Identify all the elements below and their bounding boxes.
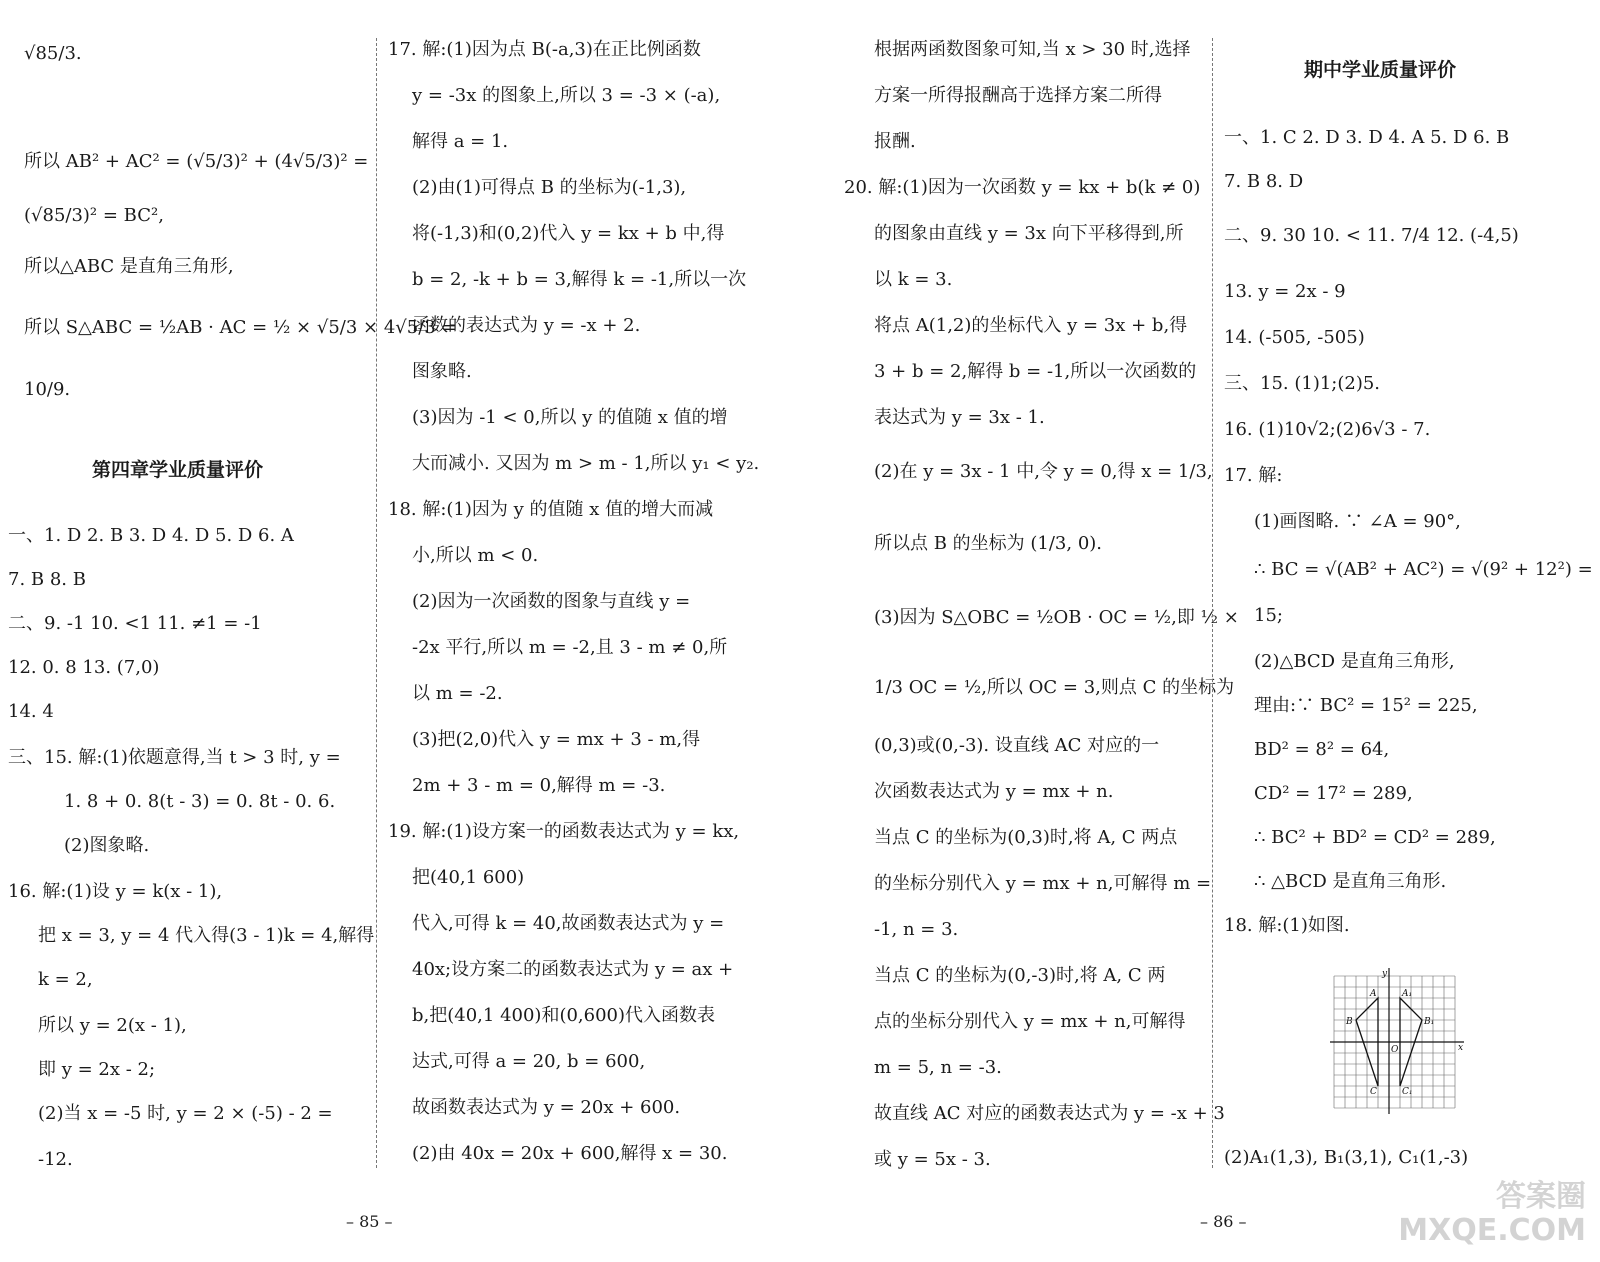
- text-line: CD² = 17² = 289,: [1254, 783, 1413, 804]
- text-line: -1, n = 3.: [874, 919, 959, 940]
- text-line: 图象略.: [412, 361, 472, 382]
- text-line: 点的坐标分别代入 y = mx + n,可解得: [874, 1011, 1186, 1032]
- text-line: 二、9. 30 10. < 11. 7/4 12. (-4,5): [1224, 225, 1519, 246]
- text-line: 所以点 B 的坐标为 (1/3, 0).: [874, 533, 1103, 554]
- watermark-title: 答案圈: [1496, 1179, 1586, 1214]
- text-line: 3 + b = 2,解得 b = -1,所以一次函数的: [874, 361, 1197, 382]
- text-line: 2m + 3 - m = 0,解得 m = -3.: [412, 775, 666, 796]
- text-line: y = -3x 的图象上,所以 3 = -3 × (-a),: [412, 85, 721, 106]
- text-line: 将(-1,3)和(0,2)代入 y = kx + b 中,得: [412, 223, 725, 244]
- text-line: m = 5, n = -3.: [874, 1057, 1002, 1078]
- text-line: 13. y = 2x - 9: [1224, 281, 1346, 302]
- text-line: 以 k = 3.: [874, 269, 953, 290]
- point-a1-label: A₁: [1402, 989, 1413, 999]
- text-line: 次函数表达式为 y = mx + n.: [874, 781, 1114, 802]
- text-line: 故函数表达式为 y = 20x + 600.: [412, 1097, 681, 1118]
- text-line: (2)A₁(1,3), B₁(3,1), C₁(1,-3): [1224, 1147, 1469, 1168]
- text-line: 达式,可得 a = 20, b = 600,: [412, 1051, 646, 1072]
- text-line: 理由:∵ BC² = 15² = 225,: [1254, 695, 1478, 716]
- section-heading: 第四章学业质量评价: [92, 459, 264, 481]
- text-line: (3)把(2,0)代入 y = mx + 3 - m,得: [412, 729, 701, 750]
- text-line: 16. (1)10√2;(2)6√3 - 7.: [1224, 419, 1431, 440]
- text-line: (0,3)或(0,-3). 设直线 AC 对应的一: [874, 735, 1160, 756]
- section-heading: 期中学业质量评价: [1304, 59, 1457, 81]
- text-line: 报酬.: [874, 131, 916, 152]
- text-line: 所以 AB² + AC² = (√5/3)² + (4√5/3)² =: [24, 151, 369, 172]
- text-line: (2)由(1)可得点 B 的坐标为(-1,3),: [412, 177, 687, 198]
- text-line: 函数的表达式为 y = -x + 2.: [412, 315, 641, 336]
- text-line: 17. 解:(1)因为点 B(-a,3)在正比例函数: [388, 39, 701, 60]
- watermark-url: MXQE.COM: [1398, 1213, 1586, 1248]
- text-line: 所以 S△ABC = ½AB · AC = ½ × √5/3 × 4√5/3 =: [24, 317, 457, 338]
- text-line: 一、1. D 2. B 3. D 4. D 5. D 6. A: [8, 525, 294, 546]
- text-line: k = 2,: [38, 969, 93, 990]
- text-line: b = 2, -k + b = 3,解得 k = -1,所以一次: [412, 269, 747, 290]
- text-line: 1/3 OC = ½,所以 OC = 3,则点 C 的坐标为: [874, 677, 1235, 698]
- text-line: -2x 平行,所以 m = -2,且 3 - m ≠ 0,所: [412, 637, 728, 658]
- text-line: 7. B 8. D: [1224, 171, 1304, 192]
- text-line: 当点 C 的坐标为(0,3)时,将 A, C 两点: [874, 827, 1178, 848]
- text-line: ∴ BC² + BD² = CD² = 289,: [1254, 827, 1496, 848]
- text-line: 所以△ABC 是直角三角形,: [24, 256, 234, 277]
- text-line: BD² = 8² = 64,: [1254, 739, 1390, 760]
- text-line: 12. 0. 8 13. (7,0): [8, 657, 160, 678]
- text-line: 把 x = 3, y = 4 代入得(3 - 1)k = 4,解得: [38, 925, 375, 946]
- text-line: 根据两函数图象可知,当 x > 30 时,选择: [874, 39, 1191, 60]
- text-line: 一、1. C 2. D 3. D 4. A 5. D 6. B: [1224, 127, 1510, 148]
- text-line: -12.: [38, 1149, 73, 1170]
- column-divider: [1212, 38, 1213, 1168]
- text-line: 以 m = -2.: [412, 683, 503, 704]
- page-number-left: – 85 –: [346, 1212, 393, 1231]
- text-line: 将点 A(1,2)的坐标代入 y = 3x + b,得: [874, 315, 1188, 336]
- text-line: 三、15. (1)1;(2)5.: [1224, 373, 1381, 394]
- text-line: 小,所以 m < 0.: [412, 545, 539, 566]
- text-line: 二、9. -1 10. <1 11. ≠1 = -1: [8, 613, 262, 634]
- text-line: 或 y = 5x - 3.: [874, 1149, 991, 1170]
- text-line: 18. 解:(1)如图.: [1224, 915, 1350, 936]
- column-divider: [376, 38, 377, 1168]
- text-line: 17. 解:: [1224, 465, 1283, 486]
- text-line: (2)因为一次函数的图象与直线 y =: [412, 591, 691, 612]
- text-line: 19. 解:(1)设方案一的函数表达式为 y = kx,: [388, 821, 740, 842]
- origin-label: O: [1391, 1045, 1399, 1055]
- text-line: b,把(40,1 400)和(0,600)代入函数表: [412, 1005, 716, 1026]
- text-line: 解得 a = 1.: [412, 131, 509, 152]
- text-line: 14. (-505, -505): [1224, 327, 1365, 348]
- point-c-label: C: [1370, 1087, 1377, 1097]
- text-line: 20. 解:(1)因为一次函数 y = kx + b(k ≠ 0): [844, 177, 1201, 198]
- text-line: 10/9.: [24, 379, 71, 400]
- text-line: 14. 4: [8, 701, 54, 722]
- text-line: 7. B 8. B: [8, 569, 86, 590]
- text-line: ∴ △BCD 是直角三角形.: [1254, 871, 1447, 892]
- text-line: 三、15. 解:(1)依题意得,当 t > 3 时, y =: [8, 747, 341, 768]
- text-line: (2)当 x = -5 时, y = 2 × (-5) - 2 =: [38, 1103, 333, 1124]
- text-line: 所以 y = 2(x - 1),: [38, 1015, 187, 1036]
- text-line: 18. 解:(1)因为 y 的值随 x 值的增大而减: [388, 499, 714, 520]
- text-line: 16. 解:(1)设 y = k(x - 1),: [8, 881, 223, 902]
- text-line: 1. 8 + 0. 8(t - 3) = 0. 8t - 0. 6.: [64, 791, 336, 812]
- text-line: (2)图象略.: [64, 835, 150, 856]
- text-line: 故直线 AC 对应的函数表达式为 y = -x + 3: [874, 1103, 1225, 1124]
- text-line: √85/3.: [24, 43, 82, 64]
- text-line: (2)在 y = 3x - 1 中,令 y = 0,得 x = 1/3,: [874, 461, 1213, 482]
- page-number-right: – 86 –: [1200, 1212, 1247, 1231]
- text-line: 15;: [1254, 605, 1283, 626]
- text-line: (2)由 40x = 20x + 600,解得 x = 30.: [412, 1143, 728, 1164]
- point-a-label: A: [1370, 989, 1377, 999]
- watermark: [1398, 1180, 1586, 1248]
- text-line: (1)画图略. ∵ ∠A = 90°,: [1254, 511, 1461, 532]
- text-line: (3)因为 S△OBC = ½OB · OC = ½,即 ½ ×: [874, 607, 1239, 628]
- text-line: 当点 C 的坐标为(0,-3)时,将 A, C 两: [874, 965, 1166, 986]
- point-c1-label: C₁: [1402, 1087, 1413, 1097]
- text-line: (√85/3)² = BC²,: [24, 205, 164, 226]
- point-b1-label: B₁: [1424, 1017, 1435, 1027]
- text-line: 的坐标分别代入 y = mx + n,可解得 m =: [874, 873, 1212, 894]
- text-line: 40x;设方案二的函数表达式为 y = ax +: [412, 959, 734, 980]
- y-axis-label: y: [1382, 969, 1388, 979]
- text-line: 把(40,1 600): [412, 867, 525, 888]
- text-line: (2)△BCD 是直角三角形,: [1254, 651, 1455, 672]
- text-line: 方案一所得报酬高于选择方案二所得: [874, 85, 1162, 106]
- text-line: (3)因为 -1 < 0,所以 y 的值随 x 值的增: [412, 407, 728, 428]
- text-line: ∴ BC = √(AB² + AC²) = √(9² + 12²) =: [1254, 559, 1593, 580]
- x-axis-label: x: [1458, 1043, 1464, 1053]
- text-line: 表达式为 y = 3x - 1.: [874, 407, 1045, 428]
- coordinate-grid-figure: [1330, 968, 1470, 1118]
- text-line: 的图象由直线 y = 3x 向下平移得到,所: [874, 223, 1184, 244]
- text-line: 即 y = 2x - 2;: [38, 1059, 156, 1080]
- point-b-label: B: [1346, 1017, 1353, 1027]
- text-line: 代入,可得 k = 40,故函数表达式为 y =: [412, 913, 725, 934]
- text-line: 大而减小. 又因为 m > m - 1,所以 y₁ < y₂.: [412, 453, 760, 474]
